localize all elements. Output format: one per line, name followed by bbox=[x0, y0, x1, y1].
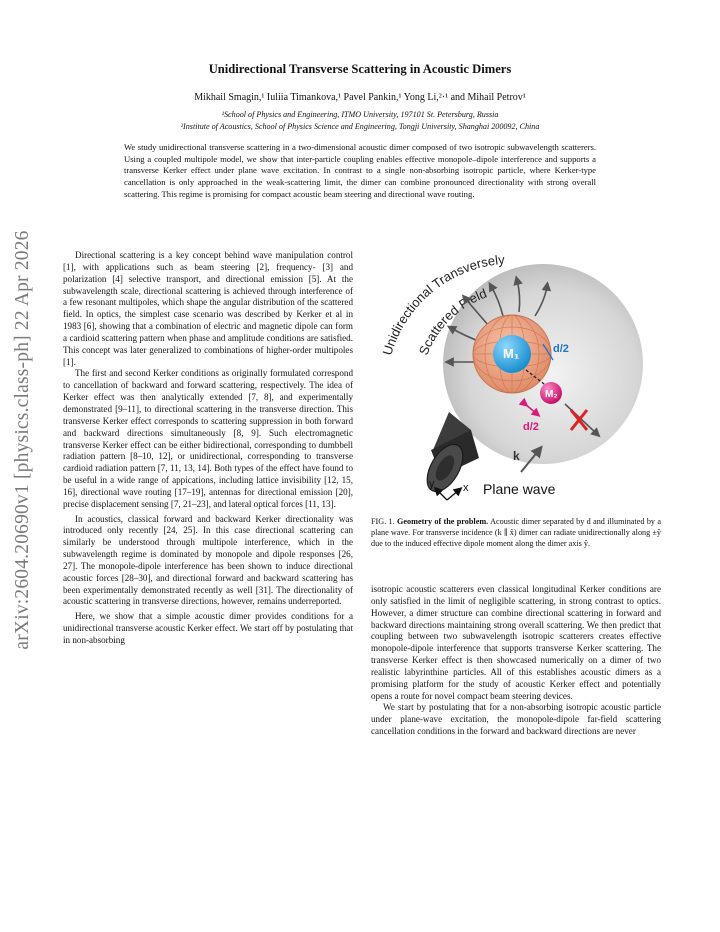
d-half-label-2: d/2 bbox=[523, 421, 539, 433]
k-label: k bbox=[513, 449, 520, 463]
caption-label: FIG. 1. bbox=[371, 517, 395, 526]
figure-1-illustration bbox=[371, 244, 661, 508]
figure-caption bbox=[371, 517, 661, 550]
plane-wave-label: Plane wave bbox=[483, 481, 556, 497]
paragraph: We start by postulating that for a non-absorbing isotropic acoustic particle under plane-wave excitation, the monopole-dipole far-field scattering cancellation conditions in the forward and backward directions are never bbox=[371, 702, 661, 737]
affiliation-1: ¹School of Physics and Engineering, ITMO University, 197101 St. Petersburg, Russia bbox=[221, 110, 499, 119]
d-half-label-1: d/2 bbox=[553, 343, 569, 355]
m1-label: M₁ bbox=[503, 346, 520, 361]
abstract: We study unidirectional transverse scattering in a two-dimensional acoustic dimer composed of two isotropic subwavelength scatterers. Using a coupled multipole model, we show that inter-particle coupling enables effective monopole–dipole interference and supports a transverse Kerker effect under plane wave excitation. In contrast to a single non-absorbing isotropic particle, where Kerker-type cancellation is only approached in the weak-scattering limit, the dimer can combine pronounced directionality with strong overall scattering. This regime is promising for compact acoustic beam steering and directional wave routing. bbox=[124, 142, 596, 199]
y-axis-label: y bbox=[429, 478, 435, 490]
paragraph: Here, we show that a simple acoustic dimer provides conditions for a unidirectional transverse acoustic Kerker effect. We start off by postulating that in non-absorbing bbox=[63, 611, 353, 645]
author-list: Mikhail Smagin,¹ Iuliia Timankova,¹ Pavel Pankin,¹ Yong Li,²·¹ and Mihail Petrov¹ bbox=[194, 92, 526, 103]
paragraph: In acoustics, classical forward and backward Kerker directionality was introduced only recently [24, 25]. In this case directional scattering can similarly be understood through multipole interference, which in the subwavelength regime is dominated by monopole and dipole responses [26, 27]. The monopole-dipole interference has been shown to induce directional acoustic forces [28–30], and directional forward and backward scattering has been experimentally demonstrated recently as well [31]. The directionality of acoustic scattering in transverse directions, however, remains underreported. bbox=[63, 513, 353, 607]
paragraph: The first and second Kerker conditions as originally formulated correspond to cancellation of backward and forward scattering, respectively. The idea of Kerker effect was then analytically extended [7, 8], and experimentally demonstrated [9–11], to directional scattering in the transverse direction. This transverse Kerker effect corresponds to scattering suppression in both forward and backward directions simultaneously [8, 9]. Such electromagnetic transverse Kerker effect can be either bidirectional, corresponding to dumbbell radiation pattern [8–10, 12], or unidirectional, corresponding to transverse cardioid radiation pattern [7, 11, 13, 14]. Both types of the effect have found to be useful in a wide range of appications, including lattice invisibility [12, 15, 16], directional wave routing [17–19], antennas for directional emission [20], precise displacement sensing [7, 21–23], and lateral optical forces [11, 13]. bbox=[63, 368, 353, 509]
x-axis-label: x bbox=[463, 482, 469, 494]
paragraph: Directional scattering is a key concept behind wave manipulation control [1], with applications such as beam steering [2], frequency- [3] and polarization [4] selective transport, and directional emission [5]. At the subwavelength scale, directional scattering is achieved through interference of a few resonant multipoles, which shape the angular distribution of the scattered field. In optics, the simplest case scenario was described by Kerker et al in 1983 [6], showing that a combination of electric and magnetic dipole can form a cardioid scattering pattern when phase and amplitude conditions are satisfied. This concept was later generalized to combinations of higher-order multipoles [1]. bbox=[63, 250, 353, 367]
curved-label-line-1: Unidirectional Transversely bbox=[379, 251, 506, 357]
paper-title: Unidirectional Transverse Scattering in Acoustic Dimers bbox=[208, 62, 512, 76]
caption-bold: Geometry of the problem. bbox=[397, 517, 489, 526]
right-column bbox=[371, 584, 661, 738]
caption-text: Acoustic dimer separated by d and illuminated by a plane wave. For transverse incidence (k ∥ x̂) dimer can radiate unidirectionally along ±ŷ due to the induced effective dipole moment along the dimer axis ŷ. bbox=[371, 517, 661, 548]
paragraph: isotropic acoustic scatterers even classical longitudinal Kerker conditions are only satisfied in the limit of negligible scattering, in strong contrast to optics. However, a dimer structure can combine directional scattering in forward and backward directions maintaining strong overall scattering. We then predict that coupling between two subwavelength isotropic scatterers creates effective monopole-dipole interference that supports transverse Kerker scattering. The transverse Kerker effect is then showcased numerically on a dimer of two realistic labyrinthine particles. All of this establishes acoustic dimers as a promising platform for the study of acoustic Kerker effect and potentially opens a route for novel compact beam steering devices. bbox=[371, 584, 661, 701]
arxiv-identifier: arXiv:2604.20690v1 [physics.class-ph] 22 Apr 2026 bbox=[12, 230, 33, 650]
affiliation-2: ²Institute of Acoustics, School of Physics Science and Engineering, Tongji University, Shanghai 200092, China bbox=[180, 122, 540, 131]
figure-1 bbox=[371, 244, 661, 508]
m2-label: M₂ bbox=[545, 389, 558, 400]
left-column bbox=[63, 250, 353, 647]
curved-label-line-2: Scattered Field bbox=[415, 285, 489, 358]
